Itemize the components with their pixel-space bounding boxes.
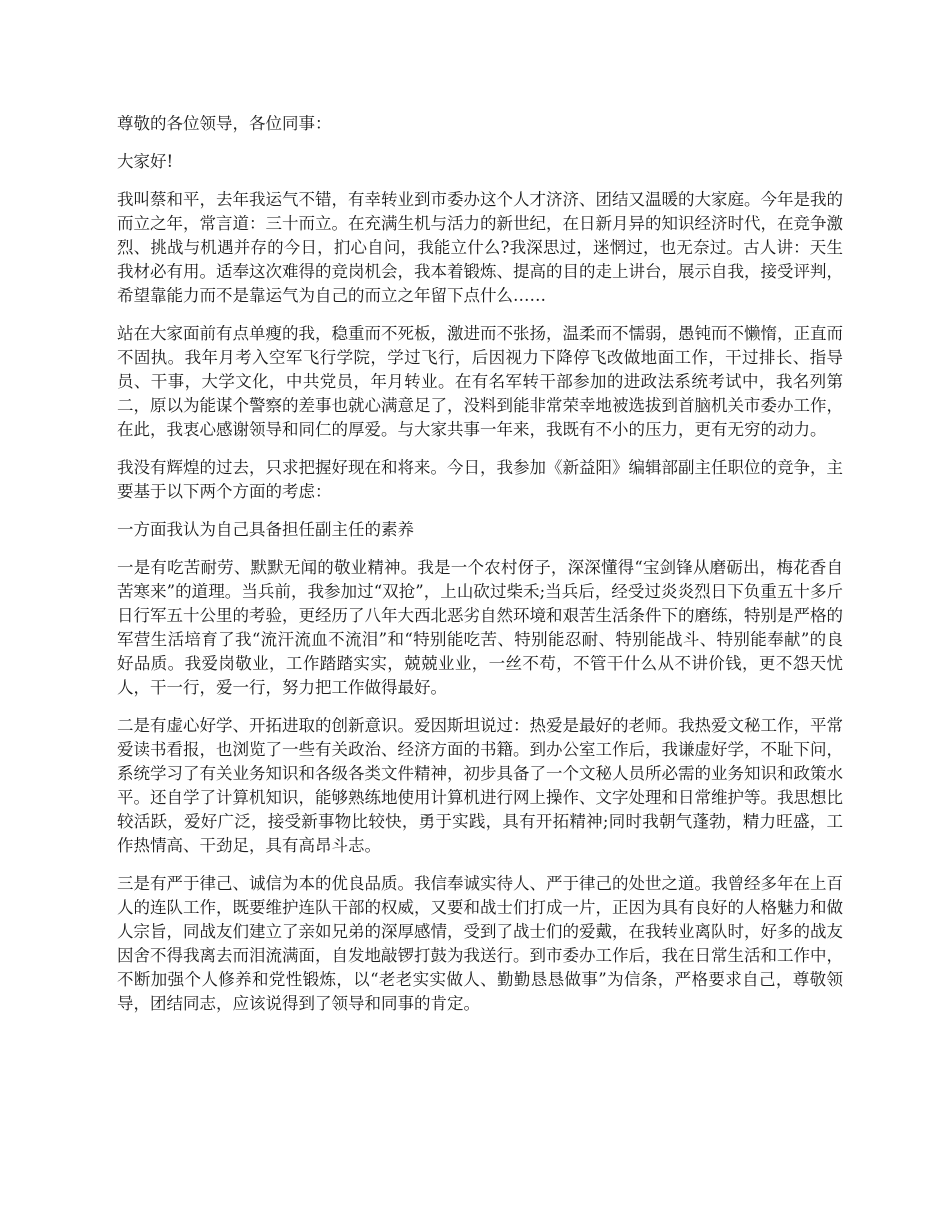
section-heading: 一方面我认为自己具备担任副主任的素养 [117,520,414,539]
paragraph-intro: 我叫蔡和平，去年我运气不错，有幸转业到市委办这个人才济济、团结又温暖的大家庭。今年是我的而立之年，常言道：三十而立。在充满生机与活力的新世纪，在日新月异的知识经济时代，在竞争激烈、挑战与机遇并存的今日，扪心自问，我能立什么?我深思过，迷惘过，也无奈过。古人讲：天生我材必有用。适奉这次难得的竞岗机会，我本着锻炼、提高的目的走上讲台，展示自我，接受评判，希望靠能力而不是靠运气为自己的而立之年留下点什么…… [117,190,843,305]
paragraph-point-three: 三是有严于律己、诚信为本的优良品质。我信奉诚实待人、严于律己的处世之道。我曾经多年在上百人的连队工作，既要维护连队干部的权威，又要和战士们打成一片，正因为具有良好的人格魅力和做人宗旨，同战友们建立了亲如兄弟的深厚感情，受到了战士们的爱戴，在我转业离队时，好多的战友因舍不得我离去而泪流满面，自发地敲锣打鼓为我送行。到市委办工作后，我在日常生活和工作中，不断加强个人修养和党性锻炼，以“老老实实做人、勤勤恳恳做事”为信条，严格要求自己，尊敬领导，团结同志，应该说得到了领导和同事的肯定。 [117,874,843,1013]
paragraph-point-two: 二是有虚心好学、开拓进取的创新意识。爱因斯坦说过：热爱是最好的老师。我热爱文秘工作，平常爱读书看报，也浏览了一些有关政治、经济方面的书籍。到办公室工作后，我谦虚好学，不耻下问，系统学习了有关业务知识和各级各类文件精神，初步具备了一个文秘人员所必需的业务知识和政策水平。还自学了计算机知识，能够熟练地使用计算机进行网上操作、文字处理和日常维护等。我思想比较活跃，爱好广泛，接受新事物比较快，勇于实践，具有开拓精神;同时我朝气蓬勃，精力旺盛，工作热情高、干劲足，具有高昂斗志。 [117,716,843,855]
salutation: 尊敬的各位领导，各位同事： [117,114,332,133]
paragraph-purpose: 我没有辉煌的过去，只求把握好现在和将来。今日，我参加《新益阳》编辑部副主任职位的竞争，主要基于以下两个方面的考虑： [117,458,843,501]
greeting: 大家好! [117,152,174,171]
document-page [117,112,843,1030]
paragraph-self-description: 站在大家面前有点单瘦的我，稳重而不死板，激进而不张扬，温柔而不懦弱，愚钝而不懒惰，正直而不固执。我年月考入空军飞行学院，学过飞行，后因视力下降停飞改做地面工作，干过排长、指导员、干事，大学文化，中共党员，年月转业。在有名军转干部参加的进政法系统考试中，我名列第二，原以为能谋个警察的差事也就心满意足了，没料到能非常荣幸地被选拔到首脑机关市委办工作，在此，我衷心感谢领导和同仁的厚爱。与大家共事一年来，我既有不小的压力，更有无穷的动力。 [117,324,843,439]
paragraph-point-one: 一是有吃苦耐劳、默默无闻的敬业精神。我是一个农村伢子，深深懂得“宝剑锋从磨砺出，梅花香自苦寒来”的道理。当兵前，我参加过“双抢”，上山砍过柴禾;当兵后，经受过炎炎烈日下负重五十多斤日行军五十公里的考验，更经历了八年大西北恶劣自然环境和艰苦生活条件下的磨练，特别是严格的军营生活培育了我“流汗流血不流泪”和“特别能吃苦、特别能忍耐、特别能战斗、特别能奉献”的良好品质。我爱岗敬业，工作踏踏实实，兢兢业业，一丝不苟，不管干什么从不讲价钱，更不怨天忧人，干一行，爱一行，努力把工作做得最好。 [117,558,843,697]
